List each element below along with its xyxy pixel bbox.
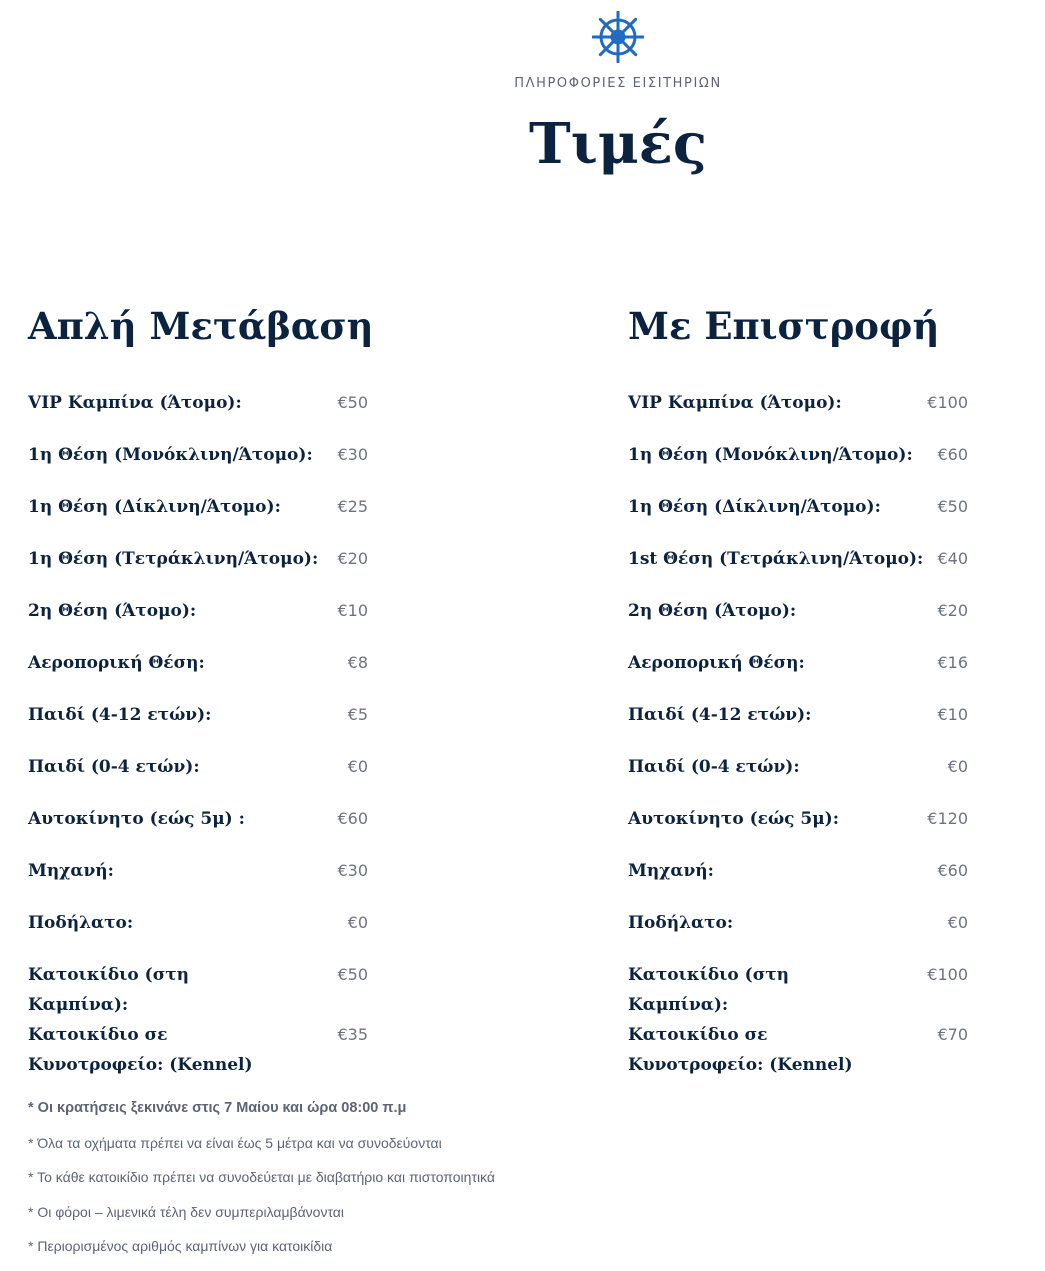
price-label: 2η Θέση (Άτομο): (628, 601, 797, 621)
price-value: €5 (347, 705, 368, 724)
price-label: 1η Θέση (Δίκλινη/Άτομο): (628, 497, 881, 517)
price-value: €70 (937, 1025, 968, 1044)
price-row (628, 544, 968, 596)
price-row (628, 700, 968, 752)
footnote: * Οι φόροι – λιμενικά τέλη δεν συμπεριλαμβάνονται (28, 1203, 344, 1220)
page-title: Τιμές (529, 111, 707, 177)
price-label: 1η Θέση (Μονόκλινη/Άτομο): (28, 445, 313, 465)
price-label: Παιδί (4-12 ετών): (28, 705, 212, 725)
round-trip-title: Με Επιστροφή (628, 304, 940, 348)
price-label: Αεροπορική Θέση: (28, 653, 205, 673)
price-value: €0 (347, 757, 368, 776)
price-value: €50 (337, 393, 368, 412)
price-row (628, 960, 968, 1020)
price-row (28, 596, 368, 648)
price-value: €30 (337, 861, 368, 880)
price-row (28, 700, 368, 752)
price-value: €25 (337, 497, 368, 516)
one-way-title: Απλή Μετάβαση (28, 304, 374, 348)
price-value: €100 (927, 965, 968, 984)
price-label: Μηχανή: (628, 861, 714, 881)
footnote: * Όλα τα οχήματα πρέπει να είναι έως 5 μέτρα και να συνοδεύονται (28, 1134, 442, 1151)
price-value: €10 (337, 601, 368, 620)
price-row (28, 908, 368, 960)
price-label: Κατοικίδιο σε Κυνοτροφείο: (Kennel) (628, 1025, 853, 1075)
price-row (628, 492, 968, 544)
price-label: Αυτοκίνητο (εώς 5μ) : (28, 809, 245, 829)
price-label: VIP Καμπίνα (Άτομο): (628, 393, 842, 413)
price-value: €8 (347, 653, 368, 672)
one-way-price-list (28, 388, 368, 1080)
price-row (28, 544, 368, 596)
price-value: €20 (937, 601, 968, 620)
price-row (628, 1020, 968, 1080)
price-label: Μηχανή: (28, 861, 114, 881)
footnote: * Περιορισμένος αριθμός καμπίνων για κατοικίδια (28, 1238, 333, 1254)
price-label: Παιδί (0-4 ετών): (28, 757, 200, 777)
price-label: Παιδί (4-12 ετών): (628, 705, 812, 725)
section-eyebrow: ΠΛΗΡΟΦΟΡΙΕΣ ΕΙΣΙΤΗΡΙΩΝ (514, 76, 722, 91)
price-value: €20 (337, 549, 368, 568)
price-label: Κατοικίδιο σε Κυνοτροφείο: (Kennel) (28, 1025, 253, 1075)
price-row (628, 908, 968, 960)
one-way-prices (28, 296, 374, 1080)
price-row (28, 648, 368, 700)
price-label: 2η Θέση (Άτομο): (28, 601, 197, 621)
footnote: * Το κάθε κατοικίδιο πρέπει να συνοδεύεται με διαβατήριο και πιστοποιητικά (28, 1169, 496, 1185)
price-row (28, 856, 368, 908)
price-label: Ποδήλατο: (628, 913, 734, 933)
price-row (628, 752, 968, 804)
price-value: €60 (337, 809, 368, 828)
price-value: €60 (937, 445, 968, 464)
price-value: €100 (927, 393, 968, 412)
price-label: 1η Θέση (Μονόκλινη/Άτομο): (628, 445, 913, 465)
price-row (628, 856, 968, 908)
price-label: 1η Θέση (Τετράκλινη/Άτομο): (28, 549, 319, 569)
price-label: 1st Θέση (Τετράκλινη/Άτομο): (628, 549, 924, 569)
price-row (628, 440, 968, 492)
round-trip-price-list (628, 388, 968, 1080)
price-label: Ποδήλατο: (28, 913, 134, 933)
price-value: €50 (337, 965, 368, 984)
price-value: €0 (947, 757, 968, 776)
price-row (628, 648, 968, 700)
price-value: €40 (937, 549, 968, 568)
booking-start-note: * Οι κρατήσεις ξεκινάνε στις 7 Μαίου και ώρα 08:00 π.μ (28, 1100, 407, 1116)
price-row (628, 596, 968, 648)
footnotes (28, 1098, 728, 1271)
price-value: €16 (937, 653, 968, 672)
price-label: Αεροπορική Θέση: (628, 653, 805, 673)
price-row (28, 804, 368, 856)
price-row (28, 960, 368, 1020)
price-value: €10 (937, 705, 968, 724)
price-row (28, 752, 368, 804)
price-label: VIP Καμπίνα (Άτομο): (28, 393, 242, 413)
ship-wheel-icon (592, 11, 644, 63)
price-value: €0 (347, 913, 368, 932)
price-row (628, 804, 968, 856)
price-row (28, 440, 368, 492)
price-value: €120 (927, 809, 968, 828)
price-label: Παιδί (0-4 ετών): (628, 757, 800, 777)
price-row (28, 1020, 368, 1080)
price-label: Αυτοκίνητο (εώς 5μ): (628, 809, 840, 829)
price-label: Κατοικίδιο (στη Καμπίνα): (628, 965, 790, 1015)
price-value: €0 (947, 913, 968, 932)
price-value: €50 (937, 497, 968, 516)
price-row (28, 388, 368, 440)
price-label: Κατοικίδιο (στη Καμπίνα): (28, 965, 190, 1015)
price-row (28, 492, 368, 544)
price-value: €60 (937, 861, 968, 880)
price-value: €30 (337, 445, 368, 464)
price-label: 1η Θέση (Δίκλινη/Άτομο): (28, 497, 281, 517)
price-row (628, 388, 968, 440)
price-value: €35 (337, 1025, 368, 1044)
round-trip-prices (628, 296, 968, 1080)
